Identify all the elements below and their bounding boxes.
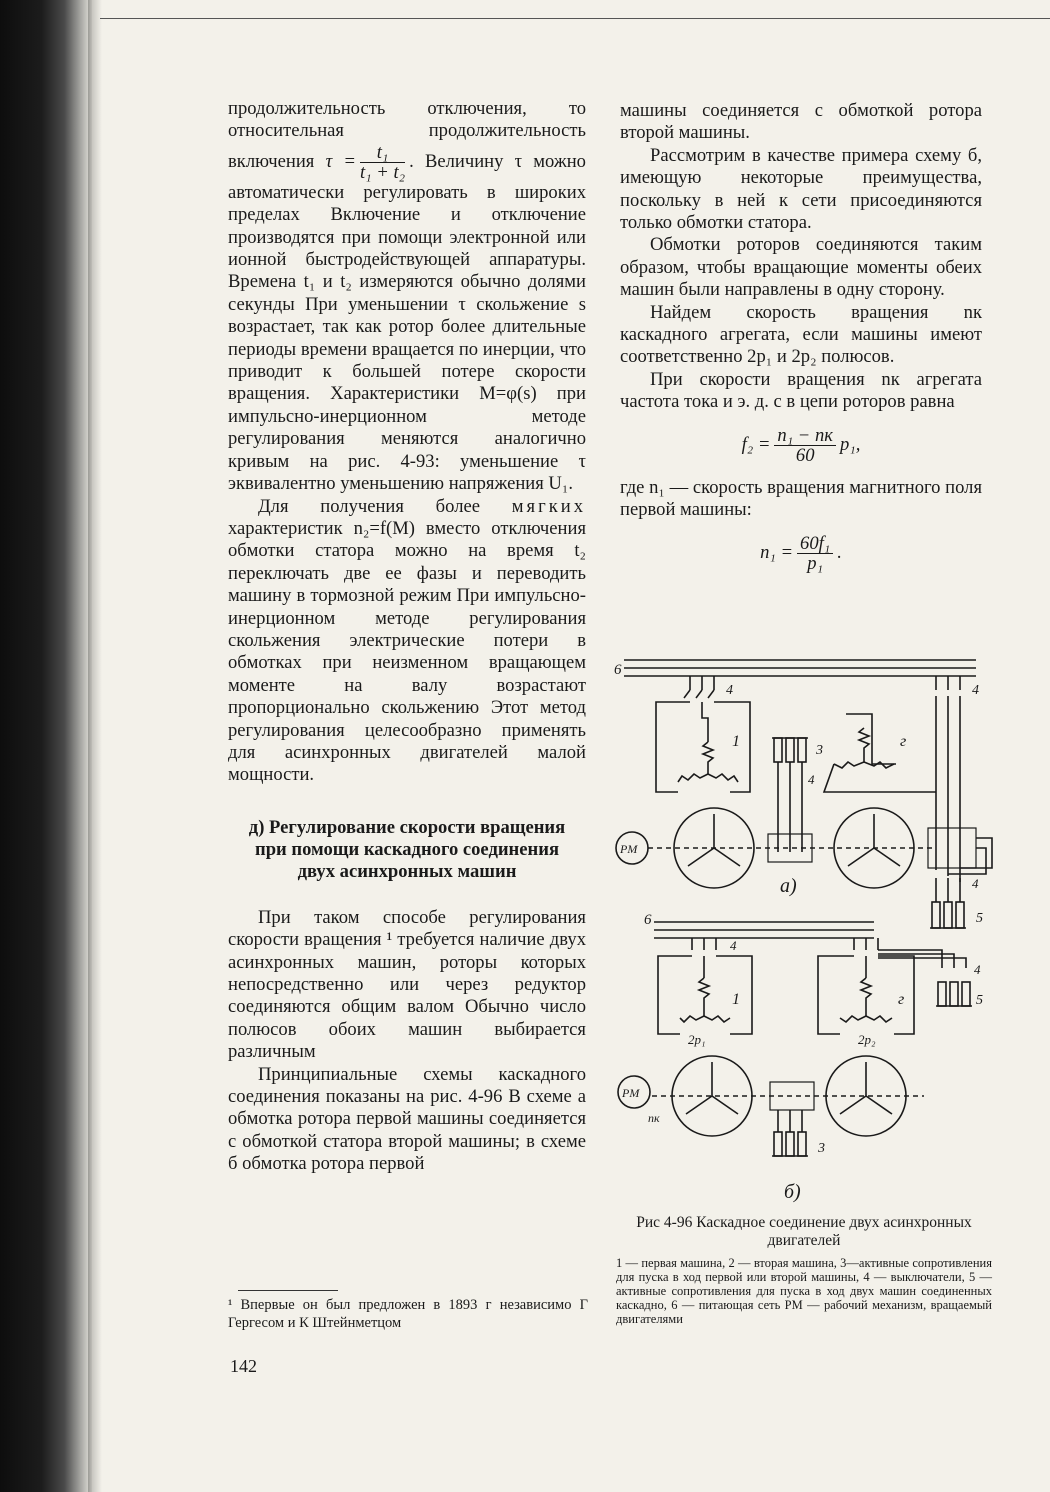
label-machine1: 1 xyxy=(732,733,740,750)
winding xyxy=(699,978,709,1016)
right-paragraph-2: Рассмотрим в качестве примера схему б, имеющую некоторые преимущества, поскольку в ней к сети присоединяются только обмотки статора. xyxy=(620,144,982,234)
stator-wire xyxy=(846,714,896,764)
book-spine-shadow xyxy=(0,0,92,1492)
right-paragraph-4: Найдем скорость вращения nк каскадного агрегата, если машины имеют соответственно 2p₁ и 2p₂ полюсов. xyxy=(620,301,982,368)
wire xyxy=(878,958,966,968)
text-span: продолжительность отключения, то относительная продолжительность включения xyxy=(228,98,586,172)
winding xyxy=(834,762,864,768)
label-mechanism: PM xyxy=(620,842,638,856)
resistor xyxy=(962,982,970,1006)
footnote-rule xyxy=(238,1290,338,1291)
label-machine1: 1 xyxy=(732,991,740,1008)
formula-n1 xyxy=(620,534,982,573)
left-paragraph-3: При таком способе регулирования скорости вращения ¹ требуется наличие двух асинхронных машин, роторы которых непосредственно или через редуктор соединяются общим валом Обычно число полюсов обоих машин выбирается различным xyxy=(228,906,586,1063)
fraction xyxy=(797,534,833,573)
winding xyxy=(866,1016,892,1022)
label-net-a: 6 xyxy=(614,662,622,678)
right-paragraph-1: машины соединяется с обмоткой ротора второй машины. xyxy=(620,100,982,144)
formula-lhs: n₁ = xyxy=(760,541,794,563)
formula-f2 xyxy=(620,426,982,465)
label-part-a: а) xyxy=(780,875,797,897)
figure-legend: 1 — первая машина, 2 — вторая машина, 3—активные сопротивления для пуска в ход первой или второй машины, 4 — выключатели, 5 — активные сопротивления для пуска в ход двух машин соединенных каскадно, 6 — питающая сеть PM — рабочий механизм, вращаемый двигателями xyxy=(616,1256,992,1326)
text-span: Для получения более xyxy=(258,495,480,517)
fraction-denominator: p₁ xyxy=(807,552,824,574)
winding xyxy=(861,978,871,1016)
formula-rhs: p₁, xyxy=(840,433,861,455)
winding xyxy=(704,1016,730,1022)
stator-wire xyxy=(818,956,854,1034)
rotor-winding xyxy=(866,1096,892,1114)
resistor xyxy=(798,738,806,762)
winding xyxy=(680,1016,704,1022)
resistor xyxy=(774,738,782,762)
formula-rhs: . xyxy=(837,541,842,563)
label-resistor-b: 5 xyxy=(976,993,983,1008)
resistor xyxy=(944,902,952,928)
fraction xyxy=(774,426,836,465)
label-resistor-b: 5 xyxy=(976,911,983,926)
formula-lhs: f₂ = xyxy=(741,433,771,455)
footnote: ¹ Впервые он был предложен в 1893 г независимо Г Гергесом и К Штейнметцом xyxy=(228,1297,588,1331)
stator-wire xyxy=(878,956,914,1034)
switch-blade xyxy=(696,690,702,698)
text-span: характеристик n₂=f(M) вместо отключения обмотки статора можно на время t₂ переключать две ее фазы и переводить машину в тормозной режим При импульсно-инерционном методе регулирования скольжения электрические потери в обмотках при неизменном вращающем моменте на валу возрастают пропорционально скольжению Этот метод регулирования целесообразно применять для асинхронных двигателей малой мощности. xyxy=(228,517,586,786)
rotor-winding xyxy=(840,1062,866,1114)
resistor xyxy=(938,982,946,1006)
fraction-denominator: 60 xyxy=(795,444,815,466)
rotor-winding xyxy=(874,848,900,866)
fraction-denominator: t₁ + t₂ xyxy=(359,161,406,183)
rotor-winding xyxy=(686,1062,712,1114)
wire xyxy=(948,848,986,874)
schematic-b xyxy=(618,912,983,1203)
label-net-b: 6 xyxy=(644,912,652,928)
circuit-diagram xyxy=(604,652,1004,1212)
left-column xyxy=(228,98,586,1176)
spaced-word: мягких xyxy=(511,495,586,517)
label-switch: 4 xyxy=(972,683,979,698)
spine-edge xyxy=(88,0,102,1492)
formula-lhs: τ = xyxy=(325,150,356,172)
label-switch: 4 xyxy=(808,772,815,787)
right-paragraph-6: где n₁ — скорость вращения магнитного поля первой машины: xyxy=(620,476,982,521)
label-switch: 4 xyxy=(730,938,737,953)
fraction-numerator: 60f₁ xyxy=(797,534,833,554)
winding xyxy=(703,742,713,774)
label-speed: nк xyxy=(648,1111,660,1125)
label-switch: 4 xyxy=(974,962,981,977)
label-machine2: г xyxy=(900,733,907,750)
resistor xyxy=(786,1132,794,1156)
winding xyxy=(864,762,894,768)
page-edge-line xyxy=(100,18,1050,19)
figure-caption: Рис 4-96 Каскадное соединение двух асинхронных двигателей xyxy=(636,1214,972,1249)
winding xyxy=(708,774,738,782)
left-paragraph-2 xyxy=(228,496,586,787)
rotor-winding xyxy=(848,814,874,866)
label-mechanism: PM xyxy=(622,1086,640,1100)
left-paragraph-1 xyxy=(228,98,586,496)
label-machine2: г xyxy=(898,991,905,1008)
label-resistor-a: 3 xyxy=(818,1141,825,1156)
text-span: . Величину τ можно автоматически регулировать в широких пределах Включение и отключение производятся при помощи электронной или ионной быстродействующей аппаратуры. Времена t₁ и t₂ измеряются обычно долями секунды При уменьшении τ скольжение s возрастает, так как ротор более длительные периоды времени вращается по инерции, что приводит к большей потере скорости вращения. Характеристики M=φ(s) при импульсно-инерционном методе регулирования меняются аналогично кривым на рис. 4-93: уменьшение τ эквивалентно уменьшению напряжения U₁. xyxy=(228,150,586,495)
switch-blade xyxy=(708,690,714,698)
right-column xyxy=(620,100,982,585)
fraction-numerator: t₁ xyxy=(360,143,405,163)
stator-wire xyxy=(658,956,692,1034)
resistor xyxy=(798,1132,806,1156)
label-poles1: 2p₁ xyxy=(688,1032,706,1047)
label-poles2: 2p₂ xyxy=(858,1032,876,1047)
fraction xyxy=(360,143,405,182)
winding xyxy=(840,1016,866,1022)
right-paragraph-3: Обмотки роторов соединяются таким образом, чтобы вращающие моменты обеих машин были направлены в одну сторону. xyxy=(620,234,982,301)
right-paragraph-5: При скорости вращения nк агрегата частота тока и э. д. с в цепи роторов равна xyxy=(620,368,982,413)
winding xyxy=(859,728,869,762)
rotor-winding xyxy=(714,848,740,866)
fraction-numerator: n₁ − nк xyxy=(774,426,836,446)
resistor xyxy=(950,982,958,1006)
resistor xyxy=(786,738,794,762)
label-part-b: б) xyxy=(784,1181,801,1203)
label-switch: 4 xyxy=(726,683,733,698)
rotor-winding xyxy=(712,1096,738,1114)
resistor xyxy=(932,902,940,928)
stator-wire xyxy=(702,702,708,742)
label-resistor-a: 3 xyxy=(816,743,823,758)
label-switch: 4 xyxy=(972,876,979,891)
section-heading: д) Регулирование скорости вращения при помощи каскадного соединения двух асинхронных машин xyxy=(248,816,566,882)
wire xyxy=(878,950,942,968)
winding xyxy=(678,774,708,782)
resistor xyxy=(774,1132,782,1156)
resistor xyxy=(956,902,964,928)
rotor-winding xyxy=(688,814,714,866)
switch-blade xyxy=(684,690,690,698)
left-paragraph-4: Принципиальные схемы каскадного соединения показаны на рис. 4-96 В схеме а обмотка ротора первой машины соединяется с обмоткой статора второй машины; в схеме б обмотка ротора первой xyxy=(228,1063,586,1175)
schematic-a xyxy=(614,660,992,928)
page-number: 142 xyxy=(230,1356,257,1376)
